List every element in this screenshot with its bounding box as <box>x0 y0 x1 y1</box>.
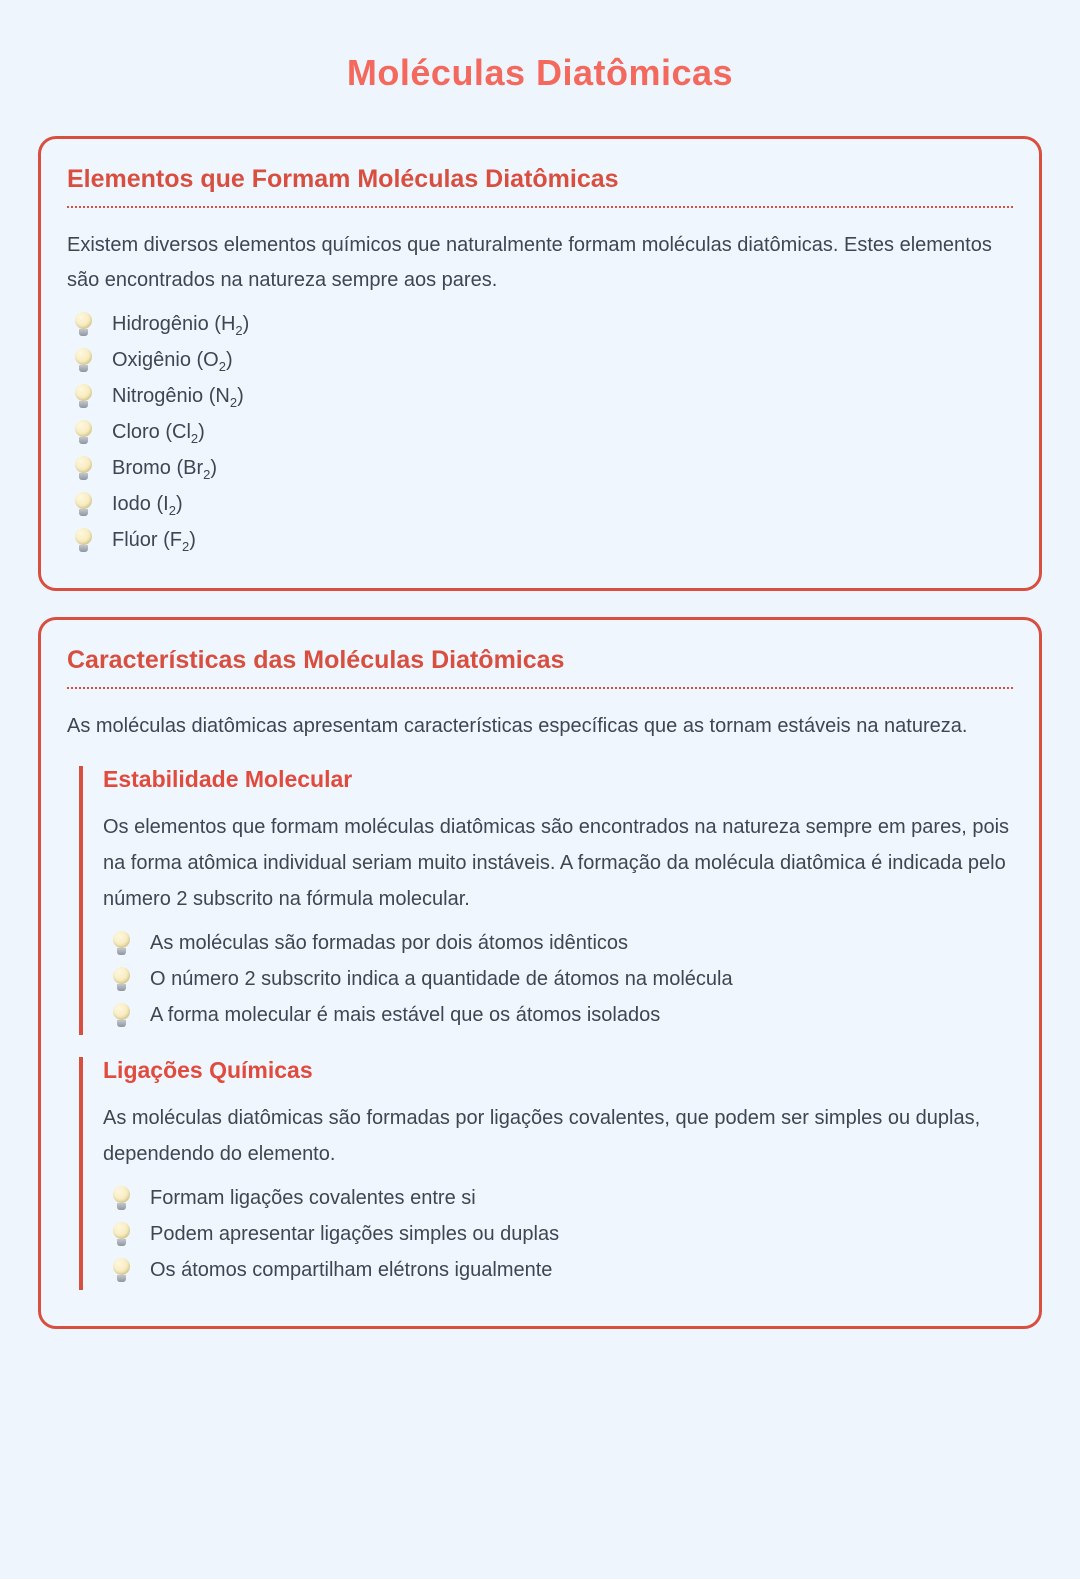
subsection-heading: Ligações Químicas <box>103 1057 313 1083</box>
lightbulb-icon <box>75 492 92 516</box>
list-item-label: Cloro $(Cl_2)$ <box>112 420 205 446</box>
element-list <box>67 306 1013 558</box>
list-item-label: A forma molecular é mais estável que os átomos isolados <box>150 1003 661 1026</box>
section-card-caracteristicas <box>38 617 1042 1329</box>
list-item <box>113 1252 1013 1288</box>
lightbulb-icon <box>113 931 130 955</box>
lightbulb-icon <box>113 1258 130 1282</box>
section-heading-elementos: Elementos que Formam Moléculas Diatômicas <box>67 165 1013 208</box>
list-item-fluor <box>75 522 1013 558</box>
list-item-label: Podem apresentar ligações simples ou duplas <box>150 1222 560 1245</box>
list-item-oxigenio <box>75 342 1013 378</box>
lightbulb-icon <box>75 348 92 372</box>
page-title: Moléculas Diatômicas <box>346 52 734 93</box>
list-item-label: Iodo $(I_2)$ <box>112 492 183 518</box>
lightbulb-icon <box>113 1222 130 1246</box>
document-page <box>0 52 1080 1579</box>
list-item-label: As moléculas são formadas por dois átomos idênticos <box>150 931 629 954</box>
list-item-bromo <box>75 450 1013 486</box>
subsection-bullet-list <box>103 1180 1013 1288</box>
lightbulb-icon <box>75 312 92 336</box>
list-item <box>113 1180 1013 1216</box>
list-item-nitrogenio <box>75 378 1013 414</box>
section-heading-caracteristicas: Características das Moléculas Diatômicas <box>67 646 1013 689</box>
list-item-label: Oxigênio $(O_2)$ <box>112 348 233 374</box>
section-card-elementos <box>38 136 1042 591</box>
list-item <box>113 1216 1013 1252</box>
list-item-label: Hidrogênio $(H_2)$ <box>112 312 250 338</box>
list-item-label: Nitrogênio $(N_2)$ <box>112 384 244 410</box>
lightbulb-icon <box>75 384 92 408</box>
subsection-ligacoes-quimicas <box>79 1057 1013 1290</box>
lightbulb-icon <box>75 420 92 444</box>
list-item <box>113 961 1013 997</box>
formula-subscript: 2 <box>168 502 176 518</box>
formula-subscript: 2 <box>235 322 243 338</box>
list-item-iodo <box>75 486 1013 522</box>
list-item-hidrogenio <box>75 306 1013 342</box>
list-item <box>113 925 1013 961</box>
formula-subscript: 2 <box>218 358 226 374</box>
section-intro-elementos: Existem diversos elementos químicos que naturalmente formam moléculas diatômicas. Estes elementos são encontrados na natureza sempre aos pares. <box>67 234 992 291</box>
section-intro-caracteristicas: As moléculas diatômicas apresentam características específicas que as tornam estáveis na natureza. <box>67 715 968 737</box>
list-item-label: O número 2 subscrito indica a quantidade de átomos na molécula <box>150 967 733 990</box>
subsection-bullet-list <box>103 925 1013 1033</box>
lightbulb-icon <box>113 1003 130 1027</box>
formula-subscript: 2 <box>190 430 199 446</box>
list-item-cloro <box>75 414 1013 450</box>
formula-subscript: 2 <box>182 538 190 554</box>
lightbulb-icon <box>75 528 92 552</box>
list-item-label: Formam ligações covalentes entre si <box>150 1186 476 1209</box>
formula-subscript: 2 <box>203 466 211 482</box>
subsection-body: Os elementos que formam moléculas diatômicas são encontrados na natureza sempre em pares, pois na forma atômica individual seriam muito instáveis. A formação da molécula diatômica é indicada pelo número 2 subscrito na fórmula molecular. <box>103 816 1010 910</box>
lightbulb-icon <box>75 456 92 480</box>
list-item-label: Flúor $(F_2)$ <box>112 528 196 554</box>
list-item-label: Os átomos compartilham elétrons igualmente <box>150 1258 553 1281</box>
list-item-label: Bromo $(Br_2)$ <box>112 456 218 482</box>
subsection-estabilidade-molecular <box>79 766 1013 1035</box>
lightbulb-icon <box>113 1186 130 1210</box>
subsection-heading: Estabilidade Molecular <box>103 766 353 792</box>
subsection-body: As moléculas diatômicas são formadas por ligações covalentes, que podem ser simples ou duplas, dependendo do elemento. <box>103 1107 981 1165</box>
list-item <box>113 997 1013 1033</box>
lightbulb-icon <box>113 967 130 991</box>
formula-subscript: 2 <box>229 394 238 410</box>
